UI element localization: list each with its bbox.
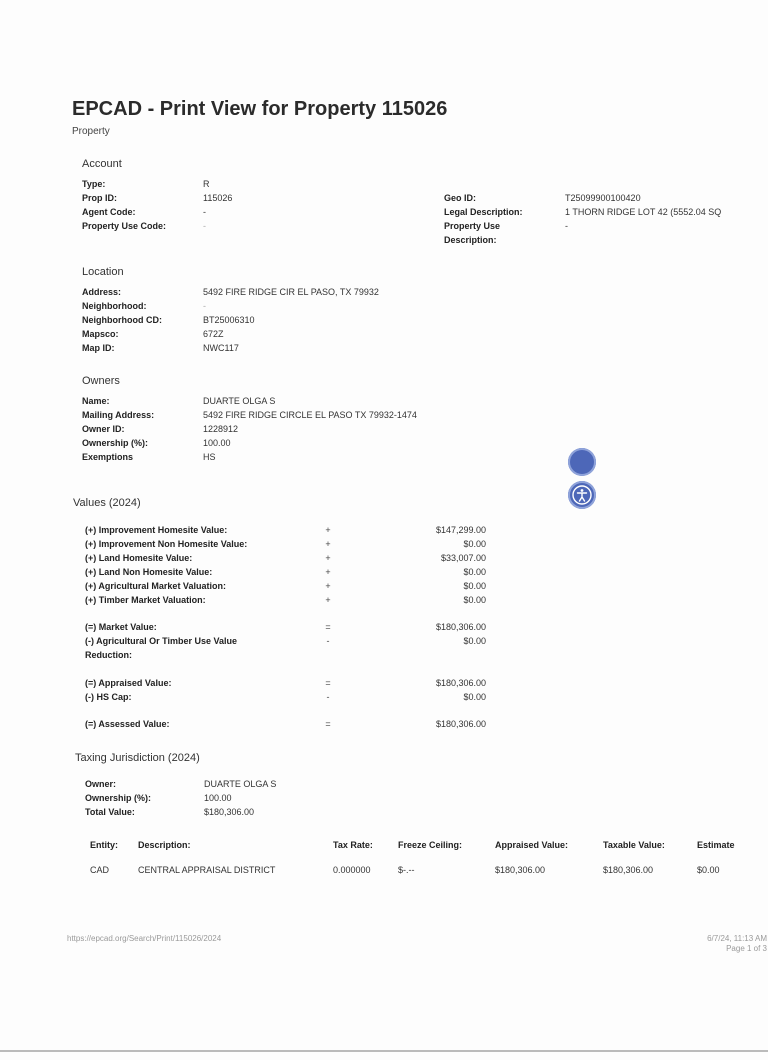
property-use-description-label-1: Property Use: [444, 221, 501, 231]
taxing-owner-value: DUARTE OLGA S: [204, 779, 277, 789]
market-value-value: $180,306.00: [435, 622, 486, 632]
ownership-label: Ownership (%):: [82, 438, 149, 448]
ag-timber-reduction-value: $0.00: [463, 636, 486, 646]
values-row-value: $0.00: [463, 567, 486, 577]
assessed-value-value: $180,306.00: [435, 719, 486, 729]
values-row-value: $147,299.00: [435, 525, 486, 535]
ag-timber-reduction-label-2: Reduction:: [85, 650, 132, 660]
ownership-value: 100.00: [203, 438, 231, 448]
taxing-ownership-value: 100.00: [204, 793, 232, 803]
property-use-code-label: Property Use Code:: [82, 221, 167, 231]
values-row-value: $0.00: [463, 539, 486, 549]
owner-name-label: Name:: [82, 396, 110, 406]
taxing-owner-label: Owner:: [85, 779, 117, 789]
hs-cap-sign: -: [326, 692, 330, 702]
col-entity: Entity:: [90, 840, 118, 850]
col-taxable-value: Taxable Value:: [603, 840, 665, 850]
footer-page-number: Page 1 of 3: [726, 944, 767, 953]
assessed-value-label: (=) Assessed Value:: [85, 719, 170, 729]
taxing-ownership-label: Ownership (%):: [85, 793, 152, 803]
values-heading: Values (2024): [73, 497, 141, 509]
appraised-value-label: (=) Appraised Value:: [85, 678, 172, 688]
address-label: Address:: [82, 287, 122, 297]
col-estimate: Estimate: [697, 840, 735, 850]
table-cell-entity: CAD: [90, 865, 110, 875]
owner-id-value: 1228912: [203, 424, 239, 434]
exemptions-value: HS: [203, 452, 216, 462]
values-row-sign: +: [325, 581, 331, 591]
page-edge-divider: [0, 1050, 768, 1052]
ag-timber-reduction-sign: -: [326, 636, 330, 646]
address-value: 5492 FIRE RIDGE CIR EL PASO, TX 79932: [203, 287, 379, 297]
hs-cap-value: $0.00: [463, 692, 486, 702]
col-appraised-value: Appraised Value:: [495, 840, 569, 850]
values-row-label: (+) Improvement Homesite Value:: [85, 525, 228, 535]
mailing-address-label: Mailing Address:: [82, 410, 155, 420]
taxing-heading: Taxing Jurisdiction (2024): [75, 752, 200, 764]
agent-code-value: -: [203, 207, 206, 217]
appraised-value-sign: =: [325, 678, 331, 688]
table-cell-appraised-value: $180,306.00: [495, 865, 546, 875]
taxing-total-value-value: $180,306.00: [204, 807, 255, 817]
property-use-description-label-2: Description:: [444, 235, 497, 245]
agent-code-label: Agent Code:: [82, 207, 136, 217]
location-heading: Location: [82, 266, 124, 278]
market-value-sign: =: [325, 622, 331, 632]
values-row-label: (+) Land Non Homesite Value:: [85, 567, 213, 577]
hs-cap-label: (-) HS Cap:: [85, 692, 132, 702]
values-row-sign: +: [325, 525, 331, 535]
assessed-value-sign: =: [325, 719, 331, 729]
map-id-label: Map ID:: [82, 343, 115, 353]
values-row-label: (+) Improvement Non Homesite Value:: [85, 539, 248, 549]
col-tax-rate: Tax Rate:: [333, 840, 373, 850]
property-use-description-value: -: [565, 221, 568, 231]
accessibility-glyph-icon: [568, 481, 596, 509]
values-row-value: $0.00: [463, 595, 486, 605]
values-row-sign: +: [325, 539, 331, 549]
values-row-value: $0.00: [463, 581, 486, 591]
col-description: Description:: [138, 840, 191, 850]
neighborhood-cd-value: BT25006310: [203, 315, 255, 325]
values-row-sign: +: [325, 567, 331, 577]
table-cell-taxable-value: $180,306.00: [603, 865, 654, 875]
values-row-sign: +: [325, 553, 331, 563]
table-cell-freeze-ceiling: $-.--: [398, 865, 415, 875]
owners-heading: Owners: [82, 375, 120, 387]
legal-description-value: 1 THORN RIDGE LOT 42 (5552.04 SQ: [565, 207, 722, 217]
legal-description-label: Legal Description:: [444, 207, 523, 217]
mailing-address-value: 5492 FIRE RIDGE CIRCLE EL PASO TX 79932-1474: [203, 410, 417, 420]
type-label: Type:: [82, 179, 106, 189]
page-title: EPCAD - Print View for Property 115026: [72, 98, 448, 120]
exemptions-label: Exemptions: [82, 452, 134, 462]
footer-datetime: 6/7/24, 11:13 AM: [707, 934, 767, 943]
account-heading: Account: [82, 158, 122, 170]
table-cell-tax-rate: 0.000000: [333, 865, 371, 875]
prop-id-value: 115026: [203, 193, 233, 203]
ag-timber-reduction-label: (-) Agricultural Or Timber Use Value: [85, 636, 238, 646]
geo-id-value: T25099900100420: [565, 193, 641, 203]
circle-button-icon[interactable]: [568, 448, 596, 476]
footer-url: https://epcad.org/Search/Print/115026/2024: [67, 934, 222, 943]
owner-name-value: DUARTE OLGA S: [203, 396, 276, 406]
neighborhood-cd-label: Neighborhood CD:: [82, 315, 162, 325]
market-value-label: (=) Market Value:: [85, 622, 157, 632]
prop-id-label: Prop ID:: [82, 193, 117, 203]
table-cell-estimate: $0.00: [697, 865, 720, 875]
map-id-value: NWC117: [203, 343, 239, 353]
mapsco-value: 672Z: [203, 329, 224, 339]
values-row-sign: +: [325, 595, 331, 605]
col-freeze-ceiling: Freeze Ceiling:: [398, 840, 463, 850]
page-subtitle: Property: [72, 126, 110, 137]
accessibility-icon[interactable]: [568, 481, 596, 509]
neighborhood-value: -: [203, 301, 206, 311]
type-value: R: [203, 179, 210, 189]
values-row-label: (+) Land Homesite Value:: [85, 553, 193, 563]
taxing-total-value-label: Total Value:: [85, 807, 135, 817]
neighborhood-label: Neighborhood:: [82, 301, 147, 311]
appraised-value-value: $180,306.00: [435, 678, 486, 688]
property-use-code-value: -: [203, 221, 206, 231]
mapsco-label: Mapsco:: [82, 329, 119, 339]
geo-id-label: Geo ID:: [444, 193, 477, 203]
owner-id-label: Owner ID:: [82, 424, 125, 434]
values-row-value: $33,007.00: [440, 553, 486, 563]
values-row-label: (+) Agricultural Market Valuation:: [85, 581, 226, 591]
values-row-label: (+) Timber Market Valuation:: [85, 595, 206, 605]
table-cell-description: CENTRAL APPRAISAL DISTRICT: [138, 865, 276, 875]
